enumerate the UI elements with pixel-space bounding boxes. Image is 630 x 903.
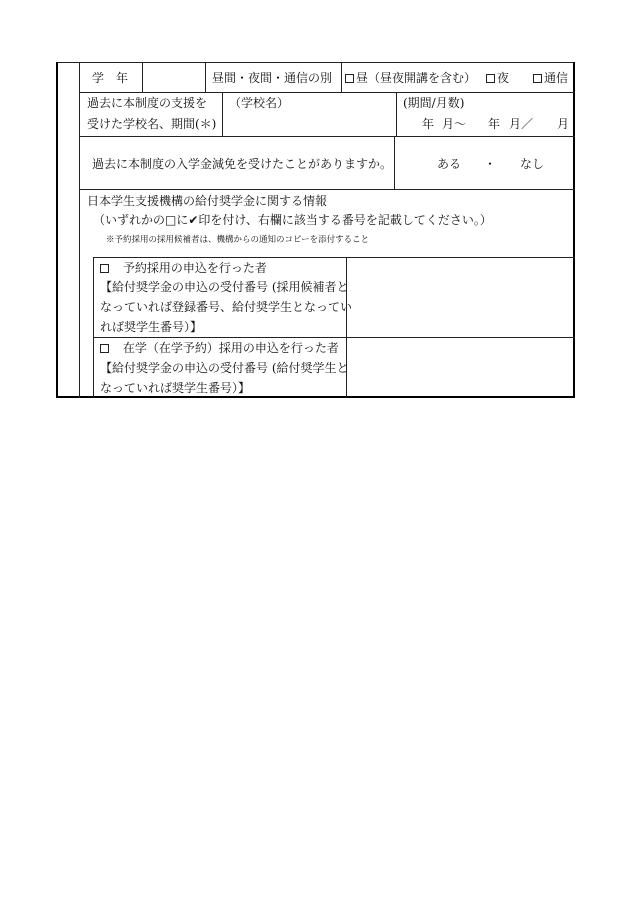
past-support-school-divider bbox=[396, 92, 397, 136]
jasso-option1-title: 予約採用の申込を行った者 bbox=[122, 261, 267, 275]
answer-no[interactable]: なし bbox=[520, 157, 545, 171]
option-correspondence[interactable] bbox=[533, 71, 568, 85]
checkbox-day[interactable] bbox=[345, 74, 354, 83]
subtable-column-divider bbox=[346, 257, 347, 397]
table-left-border bbox=[56, 62, 58, 398]
table-bottom-border bbox=[56, 396, 575, 398]
period-end-month: 月／ bbox=[509, 117, 534, 131]
past-support-label-line1: 過去に本制度の支援を bbox=[87, 96, 208, 110]
option-day[interactable] bbox=[345, 71, 476, 85]
grade-label-gaku: 学 bbox=[92, 71, 105, 85]
grade-input-divider bbox=[205, 62, 206, 92]
day-night-corr-label: 昼間・夜間・通信の別 bbox=[212, 71, 333, 85]
checkbox-night[interactable] bbox=[486, 74, 495, 83]
past-support-label-divider bbox=[222, 92, 223, 136]
grade-label-nen: 年 bbox=[116, 71, 129, 85]
jasso-option2-title: 在学（在学予約）採用の申込を行った者 bbox=[122, 341, 339, 355]
past-support-label-line2: 受けた学校名、期間(＊) bbox=[87, 117, 217, 131]
checkbox-correspondence[interactable] bbox=[533, 74, 542, 83]
checkbox-reservation[interactable] bbox=[100, 264, 109, 273]
jasso-option1-line2: なっていれば登録番号、給付奨学生となってい bbox=[100, 300, 353, 314]
jasso-instruction: （いずれかの□に✔印を付け、右欄に該当する番号を記載してください。） bbox=[93, 213, 492, 227]
subtable-left-line bbox=[93, 257, 94, 397]
table-top-border bbox=[56, 62, 575, 63]
jasso-option2-line1: 【給付奨学金の申込の受付番号 (給付奨学生と bbox=[100, 361, 349, 375]
subtable-middle-line bbox=[93, 337, 575, 338]
jasso-option1-line1: 【給付奨学金の申込の受付番号 (採用候補者と bbox=[100, 280, 349, 294]
school-name-input[interactable] bbox=[224, 112, 394, 134]
period-label: (期間/月数) bbox=[403, 96, 465, 110]
jasso-note: ※予約採用の採用候補者は、機構からの通知のコピーを添付すること bbox=[106, 235, 370, 245]
checkbox-enrolled[interactable] bbox=[100, 344, 109, 353]
answer-separator: ・ bbox=[484, 157, 497, 171]
jasso-option2-title-row[interactable] bbox=[100, 341, 339, 355]
row-admission-fee-bottom-line bbox=[79, 189, 575, 190]
school-name-label: （学校名） bbox=[229, 96, 290, 110]
grade-label-divider bbox=[142, 62, 143, 92]
option-correspondence-label: 通信 bbox=[544, 71, 569, 85]
row-grade-bottom-line bbox=[79, 92, 575, 93]
jasso-scholarship-form-table bbox=[56, 62, 575, 398]
enrolled-number-input[interactable] bbox=[348, 339, 572, 395]
period-end-year: 年 bbox=[488, 117, 501, 131]
row-past-support-bottom-line bbox=[79, 136, 575, 137]
admission-fee-divider bbox=[394, 136, 395, 189]
jasso-section-title: 日本学生支援機構の給付奨学金に関する情報 bbox=[87, 194, 328, 208]
admission-fee-question: 過去に本制度の入学金減免を受けたことがありますか。 bbox=[92, 157, 393, 171]
period-months: 月 bbox=[557, 117, 570, 131]
subtable-top-line bbox=[93, 257, 575, 258]
grade-input-cell[interactable] bbox=[144, 64, 204, 91]
jasso-option1-title-row[interactable] bbox=[100, 261, 267, 275]
left-margin-column-line bbox=[79, 62, 80, 398]
table-right-border bbox=[573, 62, 575, 398]
reservation-number-input[interactable] bbox=[348, 259, 572, 336]
period-start-month: 月〜 bbox=[442, 117, 467, 131]
option-night[interactable] bbox=[486, 71, 509, 85]
option-night-label: 夜 bbox=[497, 71, 510, 85]
period-start-year: 年 bbox=[422, 117, 435, 131]
jasso-option1-line3: れば奨学生番号）】 bbox=[100, 320, 203, 334]
jasso-option2-line2: なっていれば奨学生番号）】 bbox=[100, 381, 251, 395]
option-day-label: 昼（昼夜開講を含む） bbox=[356, 71, 477, 85]
category-label-divider bbox=[341, 62, 342, 92]
answer-yes[interactable]: ある bbox=[437, 157, 462, 171]
